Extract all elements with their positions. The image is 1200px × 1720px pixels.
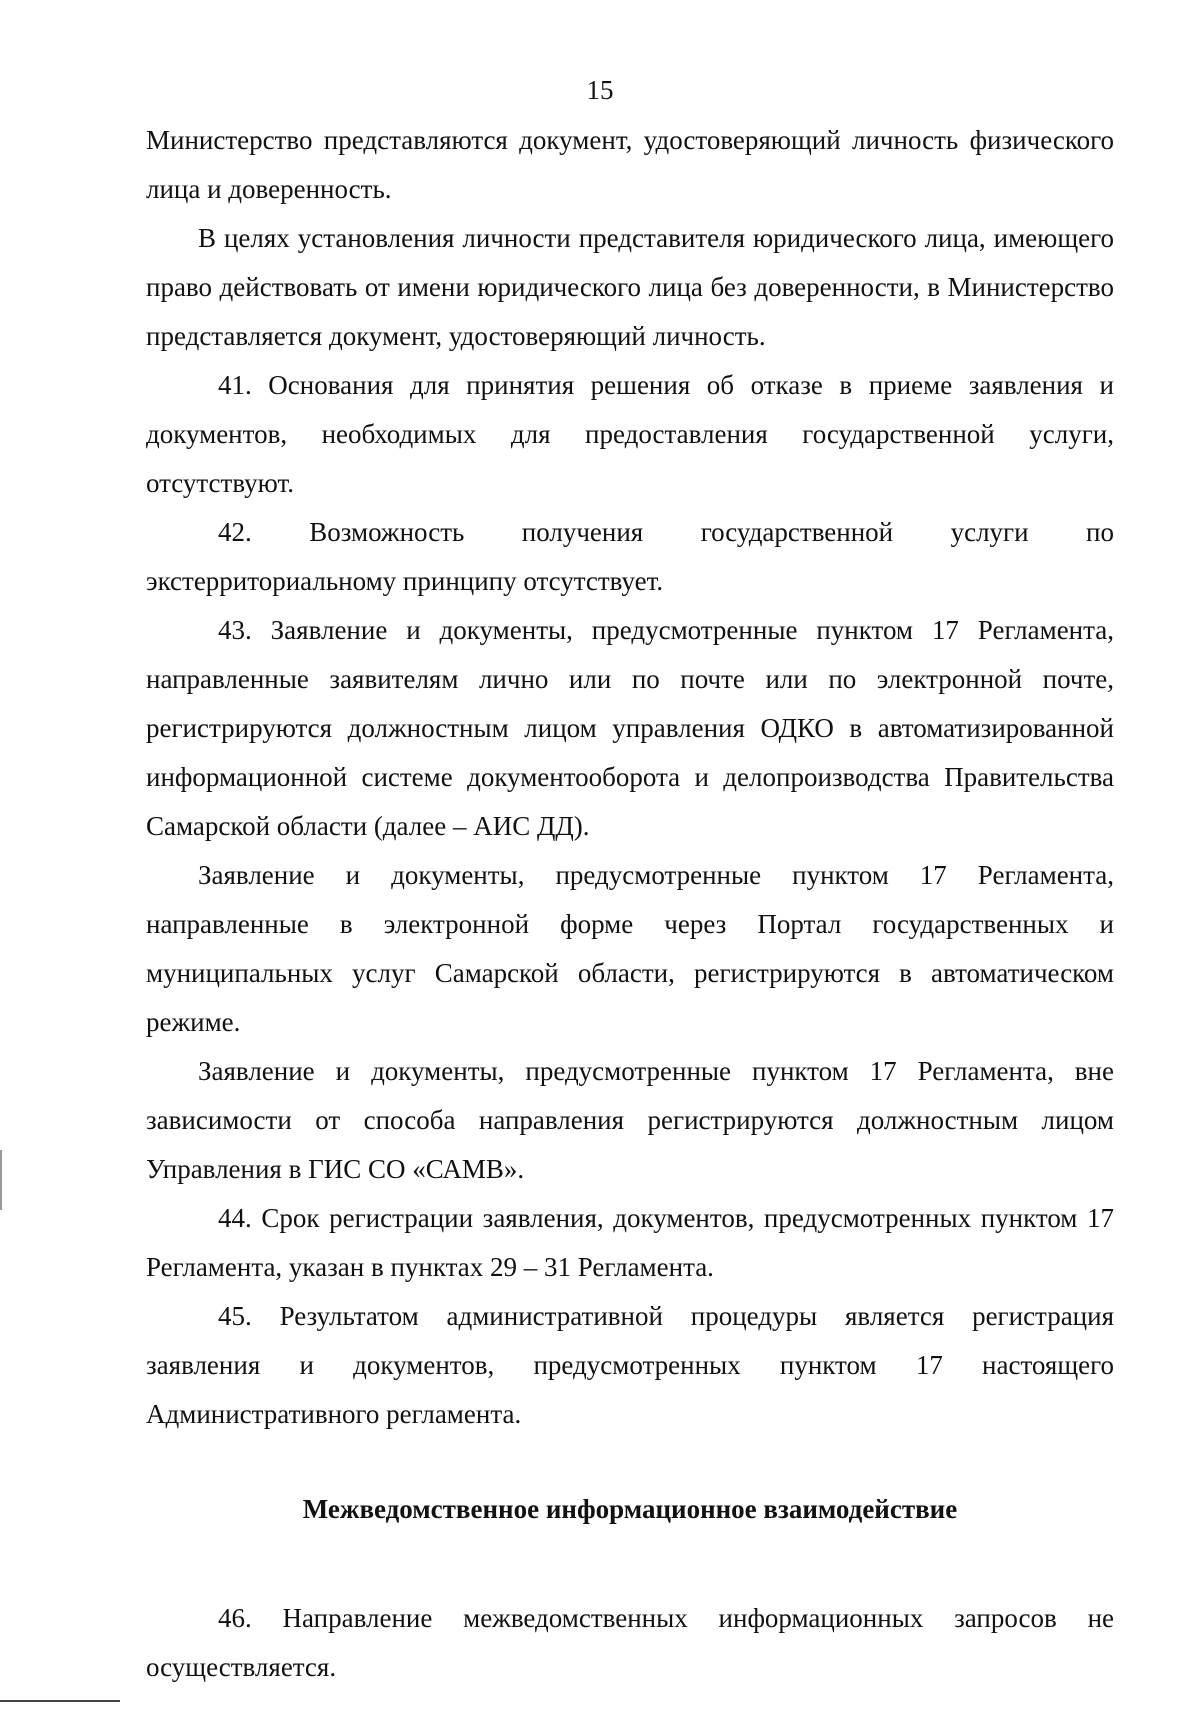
page-number: 15 [586,75,614,105]
paragraph-42: 42. Возможность получения государственной услуги по экстерриториальному принципу отсутствует. [146,517,1114,596]
paragraph-43-registration: Заявление и документы, предусмотренные пунктом 17 Регламента, вне зависимости от способа направления регистрируются должностным лицом Управления в ГИС СО «САМВ». [146,1056,1114,1184]
paragraph-43-electronic: Заявление и документы, предусмотренные пунктом 17 Регламента, направленные в электронной форме через Портал государственных и муниципальных услуг Самарской области, регистрируются в автоматическом режиме. [146,860,1114,1037]
paragraph-continuation: Министерство представляются документ, удостоверяющий личность физического лица и доверенность. [146,125,1114,204]
paragraph-44: 44. Срок регистрации заявления, документов, предусмотренных пунктом 17 Регламента, указан в пунктах 29 – 31 Регламента. [146,1203,1114,1282]
document-body [146,116,1114,1692]
paragraph-41: 41. Основания для принятия решения об отказе в приеме заявления и документов, необходимых для предоставления государственной услуги, отсутствуют. [146,370,1114,498]
paragraph-legal-entity-identity: В целях установления личности представителя юридического лица, имеющего право действовать от имени юридического лица без доверенности, в Министерство представляется документ, удостоверяющий личность. [146,223,1114,351]
paragraph-43: 43. Заявление и документы, предусмотренные пунктом 17 Регламента, направленные заявителям лично или по почте или по электронной почте, регистрируются должностным лицом управления ОДКО в автоматизированной информационной системе документооборота и делопроизводства Правительства Самарской области (далее – АИС ДД). [146,615,1114,841]
scan-edge-mark [0,1150,2,1210]
section-heading: Межведомственное информационное взаимодействие [302,1494,958,1524]
paragraph-45: 45. Результатом административной процедуры является регистрация заявления и документов, предусмотренных пунктом 17 настоящего Административного регламента. [146,1301,1114,1429]
spacer [146,1534,1114,1594]
paragraph-46: 46. Направление межведомственных информационных запросов не осуществляется. [146,1603,1114,1682]
spacer [146,1439,1114,1485]
scan-edge-mark [0,1700,120,1702]
